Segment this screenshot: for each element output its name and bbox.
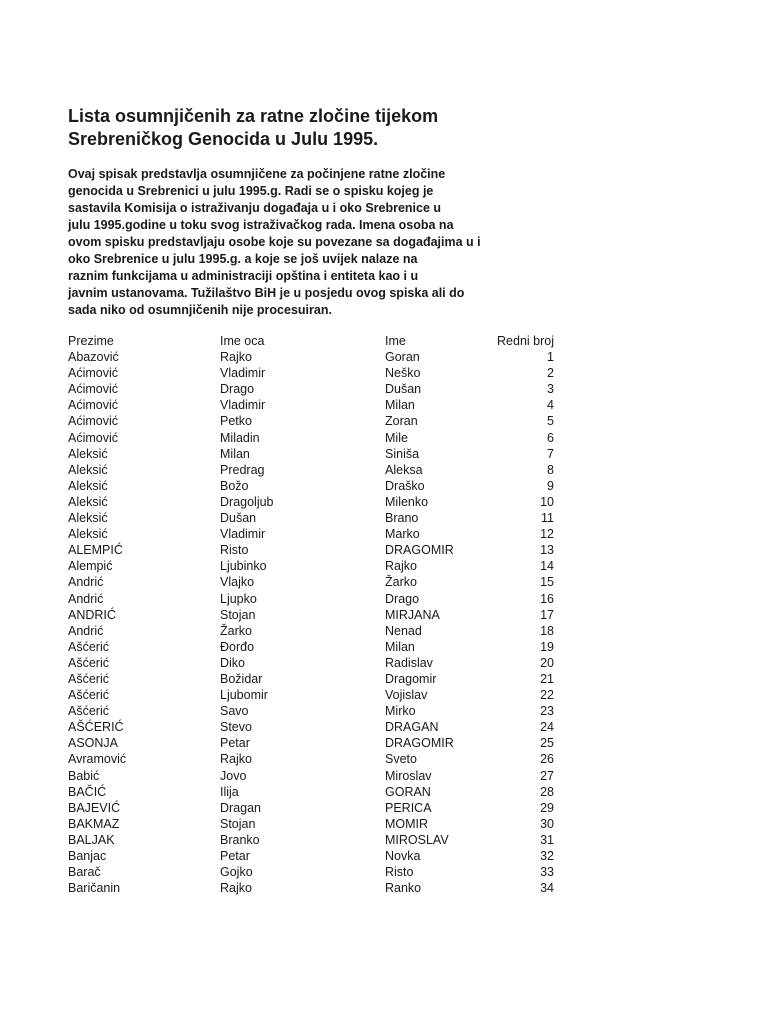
cell-redni-broj: 32 xyxy=(540,849,554,863)
cell-ime: Vojislav xyxy=(385,688,428,703)
cell-ime-oca: Stojan xyxy=(220,816,256,831)
cell-redni-broj: 24 xyxy=(540,720,554,735)
cell-ime: MIRJANA xyxy=(385,607,440,622)
cell-ime-oca: Dragoljub xyxy=(220,494,274,509)
cell-redni-broj: 11 xyxy=(541,511,554,526)
cell-ime-oca: Rajko xyxy=(220,350,252,365)
cell-redni-broj: 23 xyxy=(540,704,554,719)
cell-redni-broj: 20 xyxy=(540,655,554,670)
cell-ime-oca: Rajko xyxy=(220,881,252,896)
cell-prezime: Aćimović xyxy=(68,366,119,381)
table-body xyxy=(68,349,558,896)
cell-redni-broj: 27 xyxy=(540,768,554,783)
cell-redni-broj: 34 xyxy=(540,881,554,896)
cell-ime-oca: Petar xyxy=(220,849,250,863)
table-row xyxy=(68,478,558,494)
table-row xyxy=(68,687,558,703)
cell-prezime: Alempić xyxy=(68,559,113,574)
table-row xyxy=(68,510,558,526)
table-row xyxy=(68,880,558,896)
cell-redni-broj: 31 xyxy=(540,832,554,847)
cell-ime-oca: Žarko xyxy=(220,623,252,638)
cell-redni-broj: 6 xyxy=(547,430,554,445)
cell-ime: Draško xyxy=(385,478,425,493)
cell-ime: Dušan xyxy=(385,382,422,397)
cell-redni-broj: 15 xyxy=(540,575,554,590)
intro-line: sada niko od osumnjičenih nije procesuiran. xyxy=(68,303,332,317)
cell-ime: Novka xyxy=(385,849,421,863)
cell-ime-oca: Petko xyxy=(220,414,252,429)
cell-ime-oca: Ljupko xyxy=(220,591,257,606)
cell-prezime: Aleksić xyxy=(68,494,108,509)
cell-prezime: Barač xyxy=(68,865,101,880)
cell-ime: Mile xyxy=(385,430,408,445)
cell-ime: MIROSLAV xyxy=(385,832,449,847)
cell-prezime: Ašćerić xyxy=(68,671,109,686)
cell-prezime: Andrić xyxy=(68,575,104,590)
cell-prezime: Avramović xyxy=(68,752,127,767)
cell-ime: Drago xyxy=(385,591,420,606)
table-header-row xyxy=(68,333,558,349)
cell-ime-oca: Miladin xyxy=(220,430,260,445)
intro-line: julu 1995.godine u toku svog istraživačkog rada. Imena osoba na xyxy=(68,218,454,232)
table-row xyxy=(68,639,558,655)
cell-ime-oca: Vladimir xyxy=(220,366,266,381)
cell-redni-broj: 4 xyxy=(547,398,554,413)
cell-ime-oca: Milan xyxy=(220,446,250,461)
table-row xyxy=(68,542,558,558)
cell-redni-broj: 8 xyxy=(547,462,554,477)
table-row xyxy=(68,430,558,446)
cell-ime-oca: Jovo xyxy=(220,768,247,783)
table-row xyxy=(68,558,558,574)
header-ime-oca: Ime oca xyxy=(220,334,265,348)
cell-redni-broj: 14 xyxy=(540,559,554,574)
cell-redni-broj: 1 xyxy=(547,350,554,365)
cell-redni-broj: 5 xyxy=(547,414,554,429)
cell-ime-oca: Đorđo xyxy=(220,639,255,654)
cell-redni-broj: 9 xyxy=(547,478,554,493)
cell-ime-oca: Stojan xyxy=(220,607,256,622)
cell-prezime: Aleksić xyxy=(68,462,108,477)
table-row xyxy=(68,655,558,671)
header-redni-broj: Redni broj xyxy=(497,334,554,348)
cell-ime: Neško xyxy=(385,366,421,381)
cell-redni-broj: 28 xyxy=(540,784,554,799)
cell-prezime: Ašćerić xyxy=(68,639,109,654)
cell-redni-broj: 12 xyxy=(540,527,554,542)
cell-ime-oca: Stevo xyxy=(220,720,252,735)
cell-prezime: Ašćerić xyxy=(68,655,109,670)
cell-redni-broj: 30 xyxy=(540,816,554,831)
cell-redni-broj: 33 xyxy=(540,865,554,880)
cell-ime: Mirko xyxy=(385,704,416,719)
cell-ime: Radislav xyxy=(385,655,433,670)
cell-prezime: Aćimović xyxy=(68,414,119,429)
cell-prezime: Aleksić xyxy=(68,478,108,493)
cell-ime-oca: Vladimir xyxy=(220,398,266,413)
table-row xyxy=(68,365,558,381)
cell-prezime: AŠĆERIĆ xyxy=(68,720,124,735)
table-row xyxy=(68,413,558,429)
cell-ime-oca: Drago xyxy=(220,382,255,397)
table-row xyxy=(68,623,558,639)
cell-redni-broj: 3 xyxy=(547,382,554,397)
table-row xyxy=(68,751,558,767)
table-row xyxy=(68,768,558,784)
cell-prezime: BAJEVIĆ xyxy=(68,800,121,815)
table-row xyxy=(68,800,558,816)
header-prezime: Prezime xyxy=(68,334,114,348)
page-title-line: Lista osumnjičenih za ratne zločine tijekom xyxy=(68,106,439,126)
cell-prezime: Andrić xyxy=(68,591,104,606)
cell-ime-oca: Božo xyxy=(220,478,249,493)
cell-ime: Milan xyxy=(385,639,415,654)
cell-ime: PERICA xyxy=(385,800,432,815)
table-row xyxy=(68,703,558,719)
cell-ime-oca: Dušan xyxy=(220,511,257,526)
cell-redni-broj: 2 xyxy=(547,366,554,381)
cell-prezime: Banjac xyxy=(68,849,107,863)
cell-ime-oca: Petar xyxy=(220,736,250,751)
cell-prezime: Aleksić xyxy=(68,527,108,542)
cell-ime: Siniša xyxy=(385,446,420,461)
cell-prezime: Aćimović xyxy=(68,382,119,397)
cell-redni-broj: 29 xyxy=(540,800,554,815)
cell-prezime: BAČIĆ xyxy=(68,784,107,799)
cell-ime: MOMIR xyxy=(385,816,429,831)
cell-ime: Nenad xyxy=(385,623,422,638)
cell-prezime: Abazović xyxy=(68,350,119,365)
intro-line: Ovaj spisak predstavlja osumnjičene za počinjene ratne zločine xyxy=(68,167,446,181)
table-row xyxy=(68,784,558,800)
table-row xyxy=(68,446,558,462)
table-row xyxy=(68,349,558,365)
table-row xyxy=(68,719,558,735)
cell-prezime: ASONJA xyxy=(68,736,119,751)
page-title-line: Srebreničkog Genocida u Julu 1995. xyxy=(68,129,379,149)
cell-prezime: Andrić xyxy=(68,623,104,638)
cell-redni-broj: 22 xyxy=(540,688,554,703)
cell-redni-broj: 25 xyxy=(540,736,554,751)
intro-line: sastavila Komisija o istraživanju događaja u i oko Srebrenice u xyxy=(68,201,442,215)
table-row xyxy=(68,462,558,478)
cell-ime: Miroslav xyxy=(385,768,432,783)
table-row xyxy=(68,381,558,397)
cell-ime-oca: Vlajko xyxy=(220,575,255,590)
cell-ime-oca: Predrag xyxy=(220,462,265,477)
cell-redni-broj: 13 xyxy=(540,543,554,558)
table-row xyxy=(68,671,558,687)
cell-ime-oca: Ljubinko xyxy=(220,559,267,574)
cell-ime: Žarko xyxy=(385,575,417,590)
cell-redni-broj: 17 xyxy=(540,607,554,622)
table-row xyxy=(68,735,558,751)
cell-ime: Goran xyxy=(385,350,420,365)
cell-redni-broj: 16 xyxy=(540,591,554,606)
table-row xyxy=(68,397,558,413)
cell-ime-oca: Gojko xyxy=(220,865,253,880)
cell-prezime: Aćimović xyxy=(68,398,119,413)
cell-ime: Ranko xyxy=(385,881,422,896)
cell-prezime: Ašćerić xyxy=(68,704,109,719)
cell-ime-oca: Diko xyxy=(220,655,246,670)
cell-ime: Milan xyxy=(385,398,415,413)
cell-ime-oca: Rajko xyxy=(220,752,252,767)
intro-line: javnim ustanovama. Tužilaštvo BiH je u posjedu ovog spiska ali do xyxy=(68,286,465,300)
header-ime: Ime xyxy=(385,334,406,348)
table-row xyxy=(68,864,558,880)
suspects-table xyxy=(68,333,558,896)
intro-line: genocida u Srebrenici u julu 1995.g. Radi se o spisku kojeg je xyxy=(68,184,434,198)
table-row xyxy=(68,832,558,848)
cell-redni-broj: 19 xyxy=(540,639,554,654)
cell-prezime: ALEMPIĆ xyxy=(68,543,123,558)
cell-prezime: Ašćerić xyxy=(68,688,109,703)
cell-ime: Marko xyxy=(385,527,420,542)
cell-redni-broj: 7 xyxy=(547,446,554,461)
cell-redni-broj: 21 xyxy=(540,671,554,686)
cell-ime: Risto xyxy=(385,865,414,880)
table-row xyxy=(68,494,558,510)
cell-ime-oca: Ilija xyxy=(220,784,239,799)
cell-prezime: Aćimović xyxy=(68,430,119,445)
cell-ime: Zoran xyxy=(385,414,418,429)
cell-ime-oca: Vladimir xyxy=(220,527,266,542)
cell-prezime: BAKMAZ xyxy=(68,816,120,831)
cell-ime: Dragomir xyxy=(385,671,437,686)
cell-prezime: BALJAK xyxy=(68,832,115,847)
cell-ime: Rajko xyxy=(385,559,417,574)
cell-ime: DRAGOMIR xyxy=(385,736,454,751)
cell-prezime: Aleksić xyxy=(68,511,108,526)
cell-prezime: Aleksić xyxy=(68,446,108,461)
intro-line: oko Srebrenice u julu 1995.g. a koje se još uvijek nalaze na xyxy=(68,252,418,266)
cell-ime: Sveto xyxy=(385,752,417,767)
cell-ime: GORAN xyxy=(385,784,431,799)
intro-line: raznim funkcijama u administraciji opština i entiteta kao i u xyxy=(68,269,419,283)
cell-prezime: Babić xyxy=(68,768,100,783)
cell-ime-oca: Risto xyxy=(220,543,249,558)
table-row xyxy=(68,526,558,542)
cell-redni-broj: 18 xyxy=(540,623,554,638)
cell-ime-oca: Dragan xyxy=(220,800,261,815)
cell-ime-oca: Savo xyxy=(220,704,249,719)
page-title xyxy=(68,105,488,151)
intro-line: ovom spisku predstavljaju osobe koje su povezane sa događajima u i xyxy=(68,235,481,249)
cell-redni-broj: 10 xyxy=(540,494,554,509)
cell-redni-broj: 26 xyxy=(540,752,554,767)
cell-ime-oca: Branko xyxy=(220,832,260,847)
table-row xyxy=(68,591,558,607)
cell-ime: DRAGOMIR xyxy=(385,543,454,558)
table-row xyxy=(68,607,558,623)
cell-prezime: Baričanin xyxy=(68,881,121,896)
cell-ime: Brano xyxy=(385,511,419,526)
cell-prezime: ANDRIĆ xyxy=(68,607,116,622)
table-row xyxy=(68,816,558,832)
table-row xyxy=(68,848,558,864)
cell-ime: DRAGAN xyxy=(385,720,439,735)
table-row xyxy=(68,574,558,590)
cell-ime-oca: Božidar xyxy=(220,671,263,686)
cell-ime-oca: Ljubomir xyxy=(220,688,268,703)
intro-paragraph xyxy=(68,166,528,319)
cell-ime: Milenko xyxy=(385,494,429,509)
cell-ime: Aleksa xyxy=(385,462,423,477)
